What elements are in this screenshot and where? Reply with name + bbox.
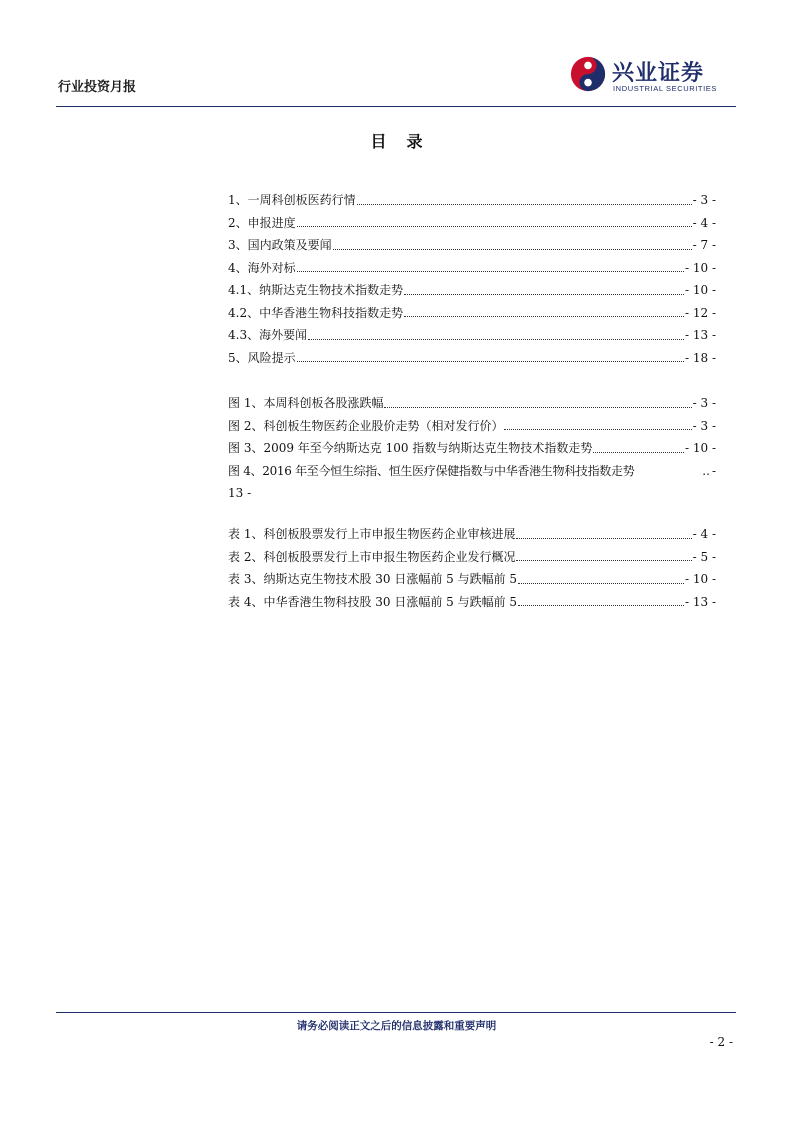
toc-entry[interactable] (228, 568, 716, 591)
toc-leader (404, 294, 684, 295)
toc-entry-page-part: 13 - (228, 486, 252, 500)
toc-entry-label: 表 4、中华香港生物科技股 30 日涨幅前 5 与跌幅前 5 (228, 594, 518, 609)
toc-entry-page-part: - (711, 463, 716, 478)
toc-leader (384, 407, 691, 408)
toc-leader (504, 429, 691, 430)
page-number: - 2 - (709, 1035, 733, 1049)
toc-entry-label: 2、申报进度 (228, 215, 296, 230)
toc-entry[interactable] (228, 212, 716, 235)
toc-entry-label: 4、海外对标 (228, 260, 296, 275)
toc-entry-page: - 18 - (684, 350, 716, 365)
toc-entry[interactable] (228, 437, 716, 460)
toc-entry-label: 图 4、2016 年至今恒生综指、恒生医疗保健指数与中华香港生物科技指数走势 (228, 463, 635, 478)
company-logo (569, 55, 739, 97)
toc-sections (228, 189, 716, 369)
toc-entry-label: 4.1、纳斯达克生物技术指数走势 (228, 283, 404, 297)
toc-leader (516, 560, 691, 561)
toc-leader (516, 538, 691, 539)
toc-entry-page: - 13 - (684, 594, 716, 609)
toc-entry-label: 表 1、科创板股票发行上市申报生物医药企业审核进展 (228, 527, 516, 541)
toc-entry-page: - 10 - (684, 572, 716, 586)
toc-entry-page: - 10 - (684, 283, 716, 297)
toc-entry-wrapped[interactable] (228, 460, 716, 483)
header-divider (56, 106, 736, 107)
toc-entry-label: 图 1、本周科创板各股涨跌幅 (228, 396, 384, 410)
toc-entry[interactable] (228, 257, 716, 280)
toc-leader (518, 583, 684, 584)
footer-disclaimer: 请务必阅读正文之后的信息披露和重要声明 (296, 1020, 497, 1032)
toc-entry-page: - 10 - (684, 260, 716, 275)
toc-entry-label: 4.3、海外要闻 (228, 328, 308, 342)
toc-entry[interactable] (228, 189, 716, 212)
toc-entry-page: - 13 - (684, 328, 716, 342)
toc-entry-page: - 12 - (684, 305, 716, 320)
toc-entry-page: - 3 - (692, 418, 716, 433)
toc-entry-page: - 5 - (692, 549, 716, 564)
toc-leader (297, 361, 684, 362)
logo-mark-icon (569, 55, 607, 93)
footer-divider (56, 1012, 736, 1013)
toc-tables (228, 523, 716, 613)
toc-entry[interactable] (228, 591, 716, 614)
report-type-label: 行业投资月报 (58, 80, 137, 95)
toc-entry[interactable] (228, 279, 716, 302)
toc-entry-fill: .. (702, 463, 710, 478)
toc-leader (357, 204, 692, 205)
toc-entry-page: - 3 - (692, 193, 716, 207)
toc-entry-label: 1、一周科创板医药行情 (228, 193, 356, 207)
toc-entry-label: 表 2、科创板股票发行上市申报生物医药企业发行概况 (228, 549, 516, 564)
toc-entry[interactable] (228, 415, 716, 438)
toc-entry[interactable] (228, 392, 716, 415)
toc-leader (518, 605, 684, 606)
toc-leader (333, 249, 692, 250)
toc-entry-label: 表 3、纳斯达克生物技术股 30 日涨幅前 5 与跌幅前 5 (228, 572, 518, 586)
toc-entry-label: 图 2、科创板生物医药企业股价走势（相对发行价） (228, 418, 504, 433)
toc-title: 目录 (370, 132, 443, 151)
toc-entry[interactable] (228, 546, 716, 569)
toc-leader (593, 452, 684, 453)
toc-entry-page: - 10 - (684, 441, 716, 455)
toc-entry-label: 3、国内政策及要闻 (228, 238, 332, 252)
toc-entry-page: - 7 - (692, 238, 716, 252)
toc-entry-page: - 4 - (692, 215, 716, 230)
logo-text-en: INDUSTRIAL SECURITIES (613, 84, 718, 93)
toc-entry[interactable] (228, 347, 716, 370)
toc-entry[interactable] (228, 523, 716, 546)
toc-figures (228, 392, 716, 505)
toc-leader (297, 271, 684, 272)
toc-entry-page: - 4 - (692, 527, 716, 541)
toc-entry-page: - 3 - (692, 396, 716, 410)
toc-leader (404, 316, 684, 317)
toc-entry-label: 4.2、中华香港生物科技指数走势 (228, 305, 404, 320)
logo-text-cn: 兴业证券 (612, 61, 705, 86)
toc-leader (308, 339, 684, 340)
toc-entry[interactable] (228, 324, 716, 347)
toc-entry-continuation (228, 482, 716, 505)
toc-entry-label: 图 3、2009 年至今纳斯达克 100 指数与纳斯达克生物技术指数走势 (228, 441, 593, 455)
toc-leader (297, 226, 692, 227)
toc-entry-label: 5、风险提示 (228, 350, 296, 365)
toc-entry[interactable] (228, 302, 716, 325)
toc-entry[interactable] (228, 234, 716, 257)
